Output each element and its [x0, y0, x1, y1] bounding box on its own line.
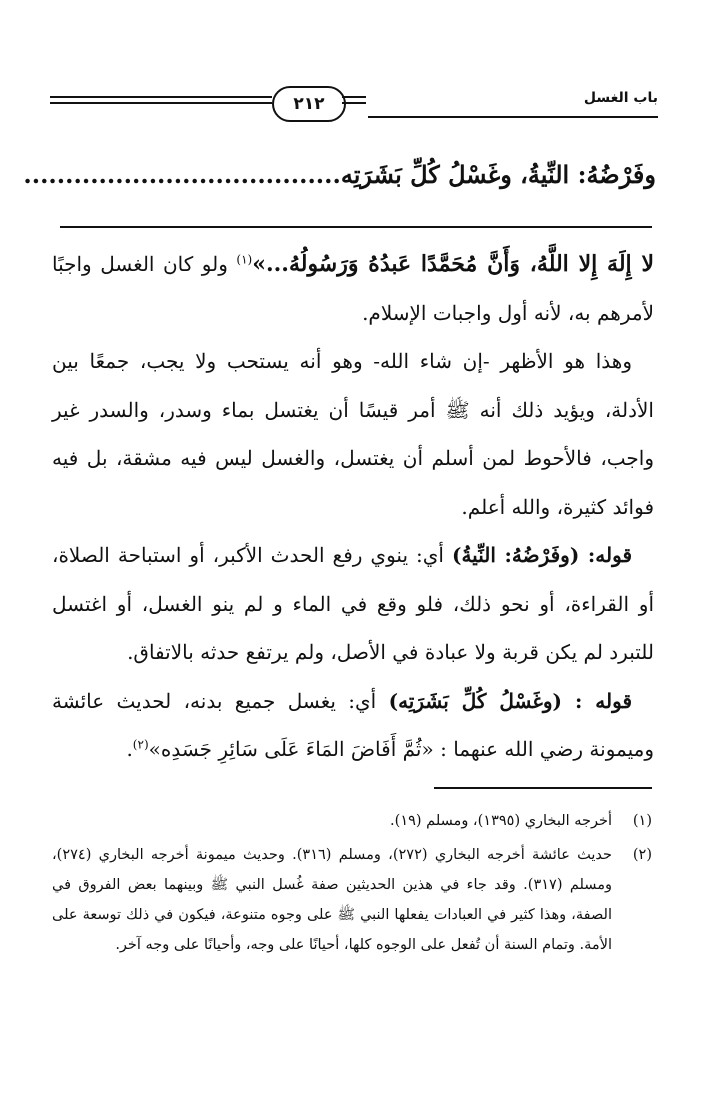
matn-text: وفَرْضُهُ: النِّيةُ، وغَسْلُ كُلِّ بَشَرَتِه	[340, 160, 656, 189]
header-rule-right	[368, 116, 658, 118]
matn-divider	[60, 226, 652, 228]
footnote-ref-2: (٢)	[132, 737, 149, 752]
paragraph-3-rest: أي: ينوي رفع الحدث الأكبر، أو استباحة الصلاة، أو القراءة، أو نحو ذلك، فلو وقع في الماء و لم ينو الغسل، أو اغتسل للتبرد لم يكن قربة ولا عبادة في الأصل، ولم يرتفع حدثه بالاتفاق.	[52, 543, 654, 664]
paragraph-4	[52, 677, 654, 774]
qawluh-label-2: قوله :	[574, 688, 633, 713]
qawluh-label-1: قوله:	[587, 543, 633, 567]
footnote-1	[52, 806, 652, 836]
paragraph-4-end: .	[126, 737, 133, 761]
footnote-separator	[434, 787, 652, 789]
page-header	[50, 86, 658, 134]
paragraph-1-rest: ولو كان الغسل واجبًا لأمرهم به، لأنه أول واجبات الإسلام.	[52, 252, 654, 325]
paragraph-2: وهذا هو الأظهر -إن شاء الله- وهو أنه يستحب ولا يجب، جمعًا بين الأدلة، ويؤيد ذلك أنه ﷺ أمر قيسًا أن يغتسل بماء وسدر، والسدر غير واجب، فالأحوط لمن أسلم أن يغتسل، والغسل ليس فيه مشقة، بل فيه فوائد كثيرة، والله أعلم.	[52, 349, 654, 519]
paragraph-1	[52, 240, 654, 337]
header-rule-middle-top	[342, 96, 366, 98]
footnotes	[52, 806, 652, 964]
paragraph-4-rest: أي: يغسل جميع بدنه، لحديث عائشة وميمونة رضي الله عنهما :	[52, 688, 654, 761]
footnote-number: (١)	[632, 813, 652, 829]
body-text	[52, 240, 654, 774]
page-number: ٢١٢	[272, 86, 346, 122]
header-rule-left-top	[50, 96, 272, 98]
footnote-number: (٢)	[632, 847, 652, 863]
footnote-ref-1: (١)	[236, 252, 253, 267]
header-rule-left-bottom	[50, 102, 272, 104]
matn-heading	[23, 160, 656, 189]
matn-quote-1: (وفَرْضُهُ: النِّيةُ)	[451, 543, 588, 567]
matn-dots: ......................................	[23, 160, 341, 189]
footnote-text: أخرجه البخاري (١٣٩٥)، ومسلم (١٩).	[390, 813, 612, 829]
header-rule-middle-bottom	[342, 102, 366, 104]
footnote-text: حديث عائشة أخرجه البخاري (٢٧٢)، ومسلم (٣١٦). وحديث ميمونة أخرجه البخاري (٢٧٤)، ومسلم (٣١٧). وقد جاء في هذين الحديثين صفة غُسل النبي ﷺ وبينهما بعض الفروق في الصفة، وهذا كثير في العبادات يفعلها النبي ﷺ على وجوه متنوعة، فيكون في ذلك توسعة على الأمة. وتمام السنة أن تُفعل على الوجوه كلها، أحيانًا على وجه، وأحيانًا على وجه آخر.	[52, 847, 613, 953]
shahada-quote: لا إِلَهَ إِلا اللَّهُ، وَأَنَّ مُحَمَّدًا عَبدُهُ وَرَسُولُهُ...»	[252, 251, 655, 277]
footnote-2	[52, 840, 652, 960]
matn-quote-2: (وغَسْلُ كُلِّ بَشَرَتِه)	[388, 688, 575, 713]
paragraph-3	[52, 531, 654, 677]
running-title: باب الغسل	[583, 90, 658, 106]
hadith-quote: «ثُمَّ أَفَاضَ المَاءَ عَلَى سَائِرِ جَسَدِه»	[148, 737, 434, 761]
